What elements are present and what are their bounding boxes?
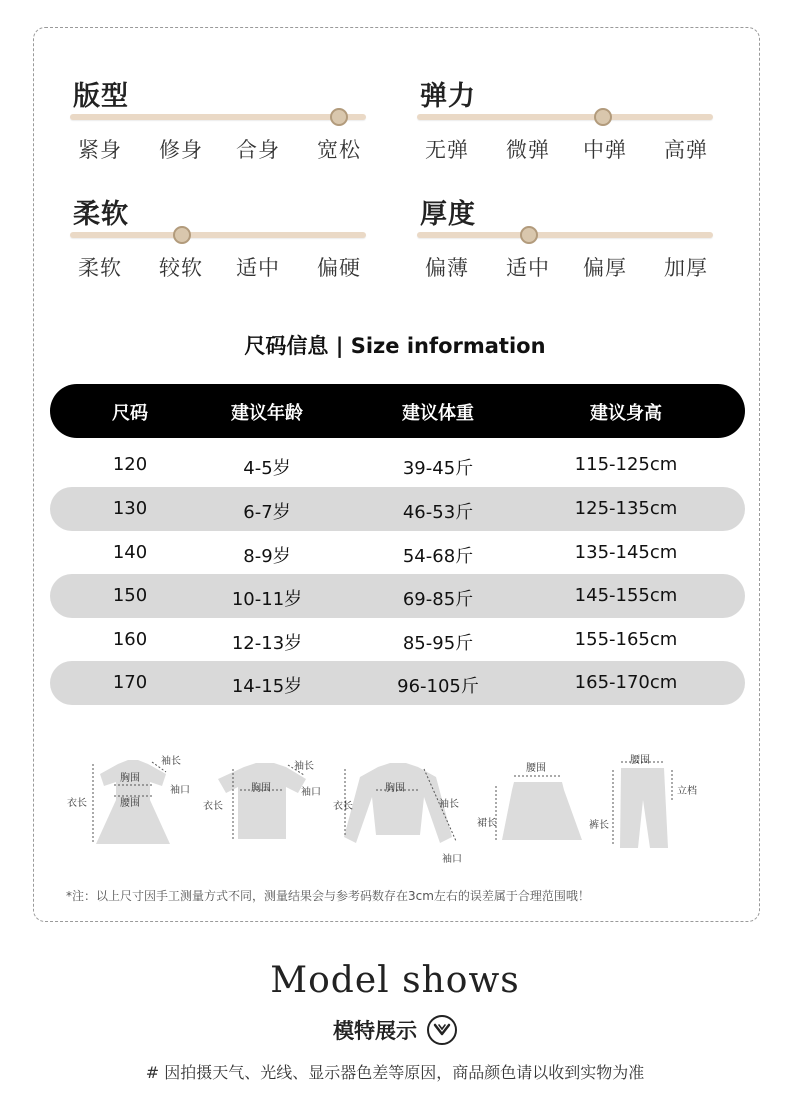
attribute-option: 偏硬: [317, 256, 361, 280]
label-length: 衣长: [67, 798, 87, 809]
table-cell: 6-7岁: [243, 502, 291, 523]
table-cell: 140: [112, 542, 148, 563]
attribute-option: 高弹: [664, 138, 708, 162]
size-table-header: [50, 384, 745, 438]
table-cell: 46-53斤: [402, 502, 474, 523]
attribute-option: 修身: [159, 138, 203, 162]
table-cell: 160: [112, 629, 148, 650]
table-cell: 54-68斤: [402, 546, 474, 567]
table-cell: 12-13岁: [231, 633, 303, 654]
table-cell: 39-45斤: [402, 458, 474, 479]
label-length: 衣长: [333, 801, 353, 812]
table-header-cell: 建议年龄: [231, 403, 303, 424]
label-waist: 腰围: [630, 755, 650, 766]
table-cell: 155-165cm: [574, 629, 678, 650]
table-cell: 125-135cm: [574, 498, 678, 519]
measurement-note: *注：以上尺寸因手工测量方式不同，测量结果会与参考码数存在3cm左右的误差属于合理范围哦！: [66, 889, 590, 903]
label-sleeve-length: 袖长: [439, 799, 459, 810]
label-cuff: 袖口: [170, 785, 190, 796]
chevron-down-icon: [427, 1015, 457, 1045]
label-chest: 胸围: [385, 783, 405, 794]
table-cell: 115-125cm: [574, 454, 678, 475]
attribute-option: 无弹: [425, 138, 469, 162]
attribute-title: 版型: [73, 81, 129, 112]
attribute-option: 宽松: [317, 138, 361, 162]
table-row: [50, 443, 745, 487]
table-row: [50, 618, 745, 662]
table-cell: 170: [112, 672, 148, 693]
table-cell: 145-155cm: [574, 585, 678, 606]
attribute-title: 厚度: [420, 199, 476, 230]
table-cell: 69-85斤: [402, 589, 474, 610]
color-disclaimer: # 因拍摄天气、光线、显示器色差等原因，商品颜色请以收到实物为准: [145, 1063, 645, 1082]
table-cell: 10-11岁: [231, 589, 303, 610]
size-section-title: 尺码信息 | Size information: [244, 334, 546, 358]
attribute-option: 微弹: [506, 138, 550, 162]
attribute-option: 加厚: [664, 256, 708, 280]
label-sleeve-length: 袖长: [161, 756, 181, 767]
table-cell: 150: [112, 585, 148, 606]
label-chest: 胸围: [120, 773, 140, 784]
model-section-subtitle: [0, 1015, 790, 1047]
table-row: [50, 574, 745, 618]
table-cell: 85-95斤: [402, 633, 474, 654]
attribute-option: 中弹: [583, 138, 627, 162]
attribute-track: [70, 232, 366, 238]
dress-diagram: [66, 752, 196, 852]
table-cell: 120: [112, 454, 148, 475]
attribute-option: 较软: [159, 256, 203, 280]
table-header-cell: 尺码: [112, 403, 148, 424]
attribute-option: 柔软: [78, 256, 122, 280]
attribute-option: 紧身: [78, 138, 122, 162]
sweatshirt-diagram: [332, 757, 472, 867]
attribute-option: 偏薄: [425, 256, 469, 280]
label-rise: 立档: [677, 786, 697, 797]
label-waist: 腰围: [526, 763, 546, 774]
table-row: [50, 487, 745, 531]
label-sleeve-length: 袖长: [294, 761, 314, 772]
table-row: [50, 661, 745, 705]
attribute-track: [417, 232, 713, 238]
label-pants-length: 裤长: [589, 820, 609, 831]
label-cuff: 袖口: [301, 787, 321, 798]
attribute-title: 弹力: [420, 81, 476, 112]
pants-diagram: [588, 750, 708, 850]
label-waist: 腰围: [120, 798, 140, 809]
label-skirt-length: 裙长: [477, 818, 497, 829]
table-header-cell: 建议身高: [590, 403, 662, 424]
table-cell: 8-9岁: [243, 546, 291, 567]
table-cell: 14-15岁: [231, 676, 303, 697]
tshirt-diagram: [202, 757, 332, 847]
attribute-title: 柔软: [73, 199, 129, 230]
table-cell: 4-5岁: [243, 458, 291, 479]
attribute-option: 合身: [236, 138, 280, 162]
model-subtitle-text: 模特展示: [333, 1019, 417, 1043]
table-cell: 135-145cm: [574, 542, 678, 563]
attribute-option: 适中: [506, 256, 550, 280]
table-cell: 165-170cm: [574, 672, 678, 693]
label-length: 衣长: [203, 801, 223, 812]
attribute-option: 偏厚: [583, 256, 627, 280]
attribute-option: 适中: [236, 256, 280, 280]
model-section-title: Model shows: [270, 960, 520, 1001]
label-chest: 胸围: [251, 783, 271, 794]
label-cuff: 袖口: [442, 854, 462, 865]
attribute-track: [70, 114, 366, 120]
table-cell: 96-105斤: [397, 676, 479, 697]
skirt-diagram: [476, 758, 586, 850]
attribute-track: [417, 114, 713, 120]
table-row: [50, 531, 745, 575]
table-cell: 130: [112, 498, 148, 519]
table-header-cell: 建议体重: [402, 403, 474, 424]
